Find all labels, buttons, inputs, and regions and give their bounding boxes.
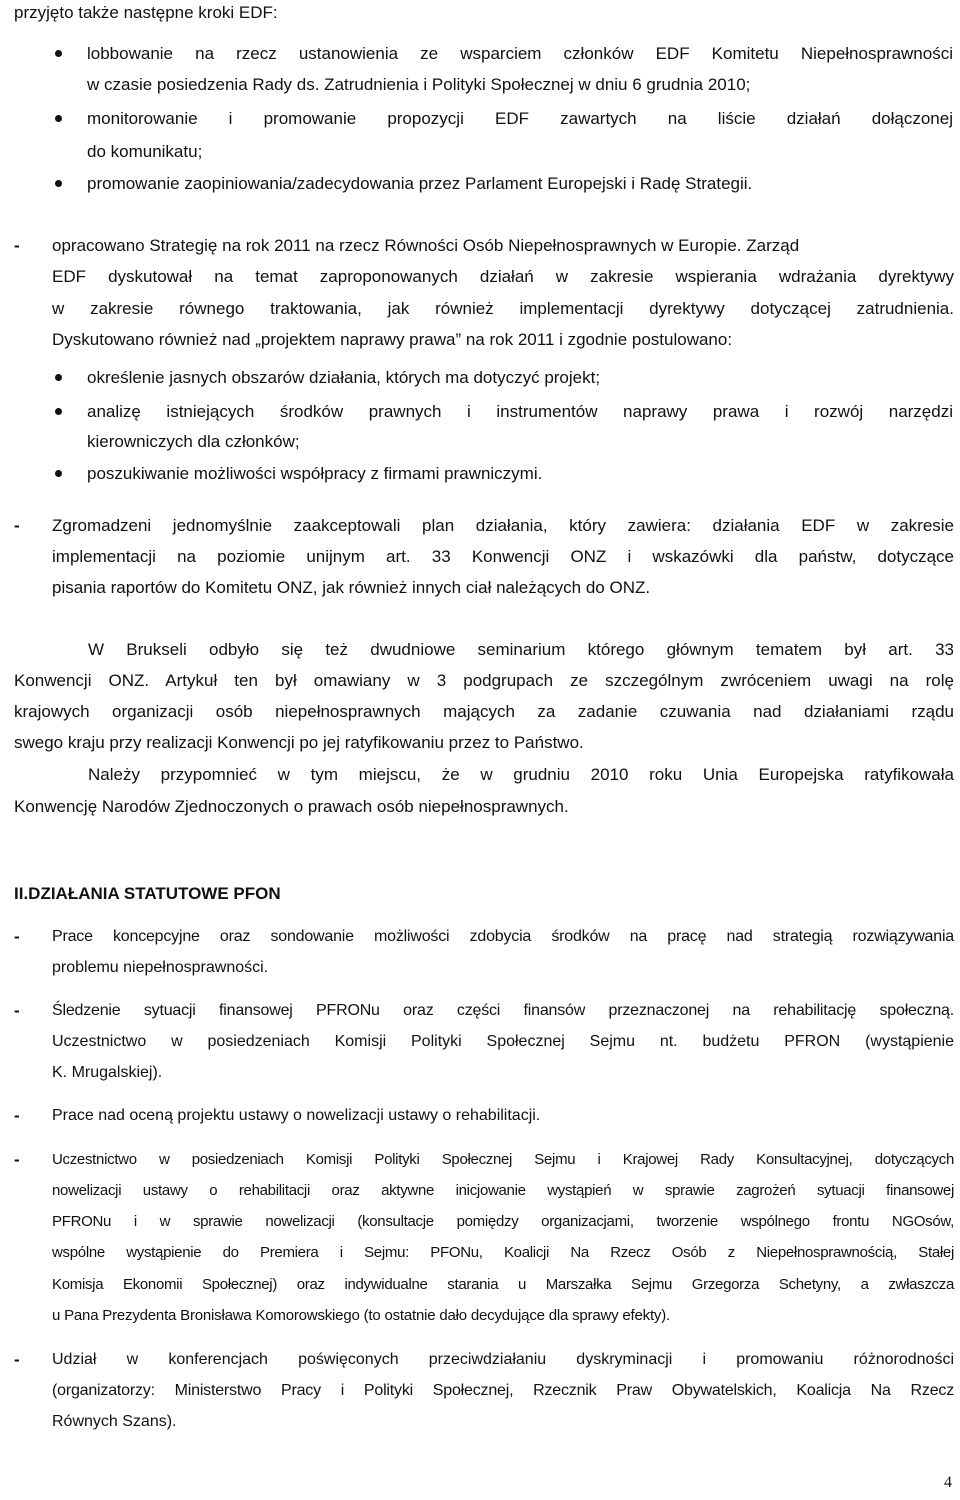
pfon-item-4-cont: u Pana Prezydenta Bronisława Komorowskiego (to ostatnie dało decydujące dla sprawy efekty). [52,1307,670,1324]
dash-marker: - [14,1150,20,1169]
pfon-item-1-cont: problemu niepełnosprawności. [52,959,269,976]
strategy-line-3: w zakresie równego traktowania, jak również implementacji dyrektywy dotyczącej zatrudnienia. [52,299,954,318]
edf-bullet-1: lobbowanie na rzecz ustanowienia ze wsparciem członków EDF Komitetu Niepełnosprawności [87,44,953,63]
edf-bullet-3: promowanie zaopiniowania/zadecydowania przez Parlament Europejski i Radę Strategii. [87,174,753,193]
dash-marker: - [14,1106,20,1125]
strategy-bullet-2: analizę istniejących środków prawnych i instrumentów naprawy prawa i rozwój narzędzi [87,402,953,421]
edf-bullet-2-cont: do komunikatu; [87,142,203,161]
bullet-icon [55,180,62,187]
bullet-icon [55,470,62,477]
pfon-item-5-cont: (organizatorzy: Ministerstwo Pracy i Polityki Społecznej, Rzecznik Praw Obywatelskich, Koalicja Na Rzecz [52,1382,954,1399]
dash-marker: - [14,927,20,946]
seminar-line-6: Konwencję Narodów Zjednoczonych o prawach osób niepełnosprawnych. [14,797,569,816]
pfon-item-2: Śledzenie sytuacji finansowej PFRONu oraz części finansów przeznaczonej na rehabilitację społeczną. [52,1002,954,1019]
edf-bullet-1-cont: w czasie posiedzenia Rady ds. Zatrudnienia i Polityki Społecznej w dniu 6 grudnia 2010; [87,75,751,94]
dash-marker: - [14,516,20,535]
pfon-item-4-cont: wspólne wystąpienie do Premiera i Sejmu: PFONu, Koalicji Na Rzecz Osób z Niepełnosprawnością, Stałej [52,1244,954,1261]
strategy-line-1-end: Zarząd [746,236,800,255]
pfon-item-4-cont: nowelizacji ustawy o rehabilitacji oraz aktywne inicjowanie wystąpień w sprawie zagrożeń sytuacji finansowej [52,1182,954,1199]
pfon-item-5: Udział w konferencjach poświęconych przeciwdziałaniu dyskryminacji i promowaniu różnorodności [52,1351,954,1368]
strategy-bullet-2-cont: kierowniczych dla członków; [87,432,300,451]
intro-line: przyjęto także następne kroki EDF: [14,3,278,22]
page-number: 4 [944,1474,952,1491]
strategy-line-1-text: opracowano Strategię na rok 2011 na rzecz Równości Osób Niepełnosprawnych w Europie. [52,236,742,255]
seminar-line-2: Konwencji ONZ. Artykuł ten był omawiany w 3 podgrupach ze szczególnym zwróceniem uwagi na rolę [14,671,954,690]
seminar-line-1: W Brukseli odbyło się też dwudniowe seminarium którego głównym tematem był art. 33 [88,640,954,659]
dash-marker: - [14,1001,20,1020]
seminar-line-3: krajowych organizacji osób niepełnosprawnych mających za zadanie czuwania nad działaniami rządu [14,702,954,721]
section-heading: II.DZIAŁANIA STATUTOWE PFON [14,884,281,903]
bullet-icon [55,115,62,122]
dash-marker: - [14,1350,20,1369]
strategy-bullet-1: określenie jasnych obszarów działania, których ma dotyczyć projekt; [87,368,601,387]
strategy-line-1 [52,235,799,257]
plan-line-2: implementacji na poziomie unijnym art. 33 Konwencji ONZ i wskazówki dla państw, dotyczące [52,547,954,566]
pfon-item-5-cont: Równych Szans). [52,1413,177,1430]
pfon-item-4-cont: Komisja Ekonomii Społecznej) oraz indywidualne starania u Marszałka Sejmu Grzegorza Schetyny, a zwłaszcza [52,1276,954,1293]
plan-line-3: pisania raportów do Komitetu ONZ, jak również innych ciał należących do ONZ. [52,578,651,597]
strategy-line-2: EDF dyskutował na temat zaproponowanych działań w zakresie wspierania wdrażania dyrektywy [52,267,954,286]
seminar-line-4: swego kraju przy realizacji Konwencji po jej ratyfikowaniu przez to Państwo. [14,733,584,752]
seminar-line-5: Należy przypomnieć w tym miejscu, że w grudniu 2010 roku Unia Europejska ratyfikowała [88,765,954,784]
bullet-icon [55,50,62,57]
edf-bullet-2: monitorowanie i promowanie propozycji EDF zawartych na liście działań dołączonej [87,109,953,128]
bullet-icon [55,374,62,381]
pfon-item-2-cont: K. Mrugalskiej). [52,1064,163,1081]
pfon-item-4-cont: PFRONu i w sprawie nowelizacji (konsultacje pomiędzy organizacjami, tworzenie wspólnego frontu NGOsów, [52,1213,954,1230]
pfon-item-1: Prace koncepcyjne oraz sondowanie możliwości zdobycia środków na pracę nad strategią rozwiązywania [52,928,954,945]
pfon-item-4: Uczestnictwo w posiedzeniach Komisji Polityki Społecznej Sejmu i Krajowej Rady Konsultacyjnej, dotyczących [52,1151,954,1168]
strategy-line-4: Dyskutowano również nad „projektem naprawy prawa” na rok 2011 i zgodnie postulowano: [52,330,733,349]
bullet-icon [55,408,62,415]
pfon-item-2-cont: Uczestnictwo w posiedzeniach Komisji Polityki Społecznej Sejmu nt. budżetu PFRON (wystąpienie [52,1033,954,1050]
dash-marker: - [14,236,20,255]
strategy-bullet-3: poszukiwanie możliwości współpracy z firmami prawniczymi. [87,464,543,483]
plan-line-1: Zgromadzeni jednomyślnie zaakceptowali plan działania, który zawiera: działania EDF w zakresie [52,516,954,535]
pfon-item-3: Prace nad oceną projektu ustawy o nowelizacji ustawy o rehabilitacji. [52,1107,541,1124]
